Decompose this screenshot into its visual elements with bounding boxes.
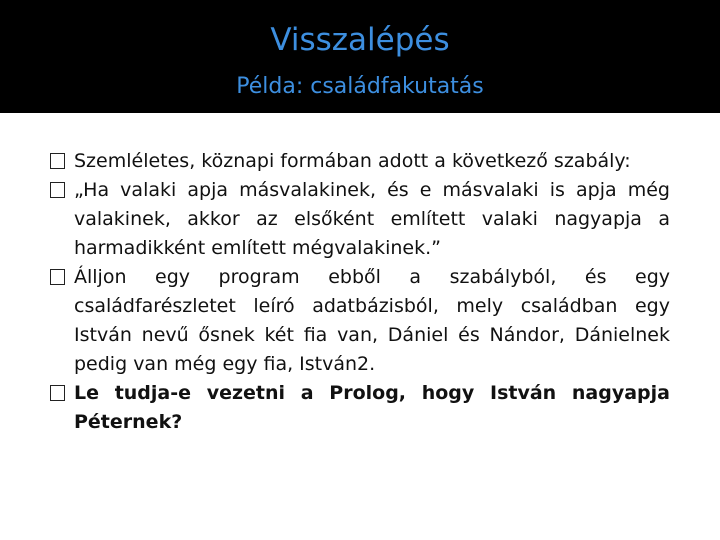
bullet-item-question (50, 379, 670, 437)
square-bullet-icon (50, 269, 65, 285)
bullet-item (50, 147, 670, 176)
slide-title: Visszalépés (270, 22, 450, 58)
bullet-item (50, 263, 670, 379)
bullet-list (50, 147, 670, 437)
slide-body (0, 113, 720, 540)
bullet-item (50, 176, 670, 263)
square-bullet-icon (50, 385, 65, 401)
square-bullet-icon (50, 182, 65, 198)
slide-header (0, 0, 720, 113)
square-bullet-icon (50, 153, 65, 169)
bullet-text: Le tudja-e vezetni a Prolog, hogy István nagyapja Péternek? (74, 382, 670, 433)
bullet-text: Szemléletes, köznapi formában adott a következő szabály: (74, 150, 631, 172)
bullet-text: Álljon egy program ebből a szabályból, és egy családfarészletet leíró adatbázisból, mely családban egy István nevű ősnek két fia van, Dániel és Nándor, Dánielnek pedig van még egy fia, István2. (74, 266, 670, 375)
bullet-text: „Ha valaki apja másvalakinek, és e másvalaki is apja még valakinek, akkor az elsőként említett valaki nagyapja a harmadikként említett mégvalakinek.” (74, 179, 670, 259)
slide-subtitle: Példa: családfakutatás (236, 74, 484, 99)
